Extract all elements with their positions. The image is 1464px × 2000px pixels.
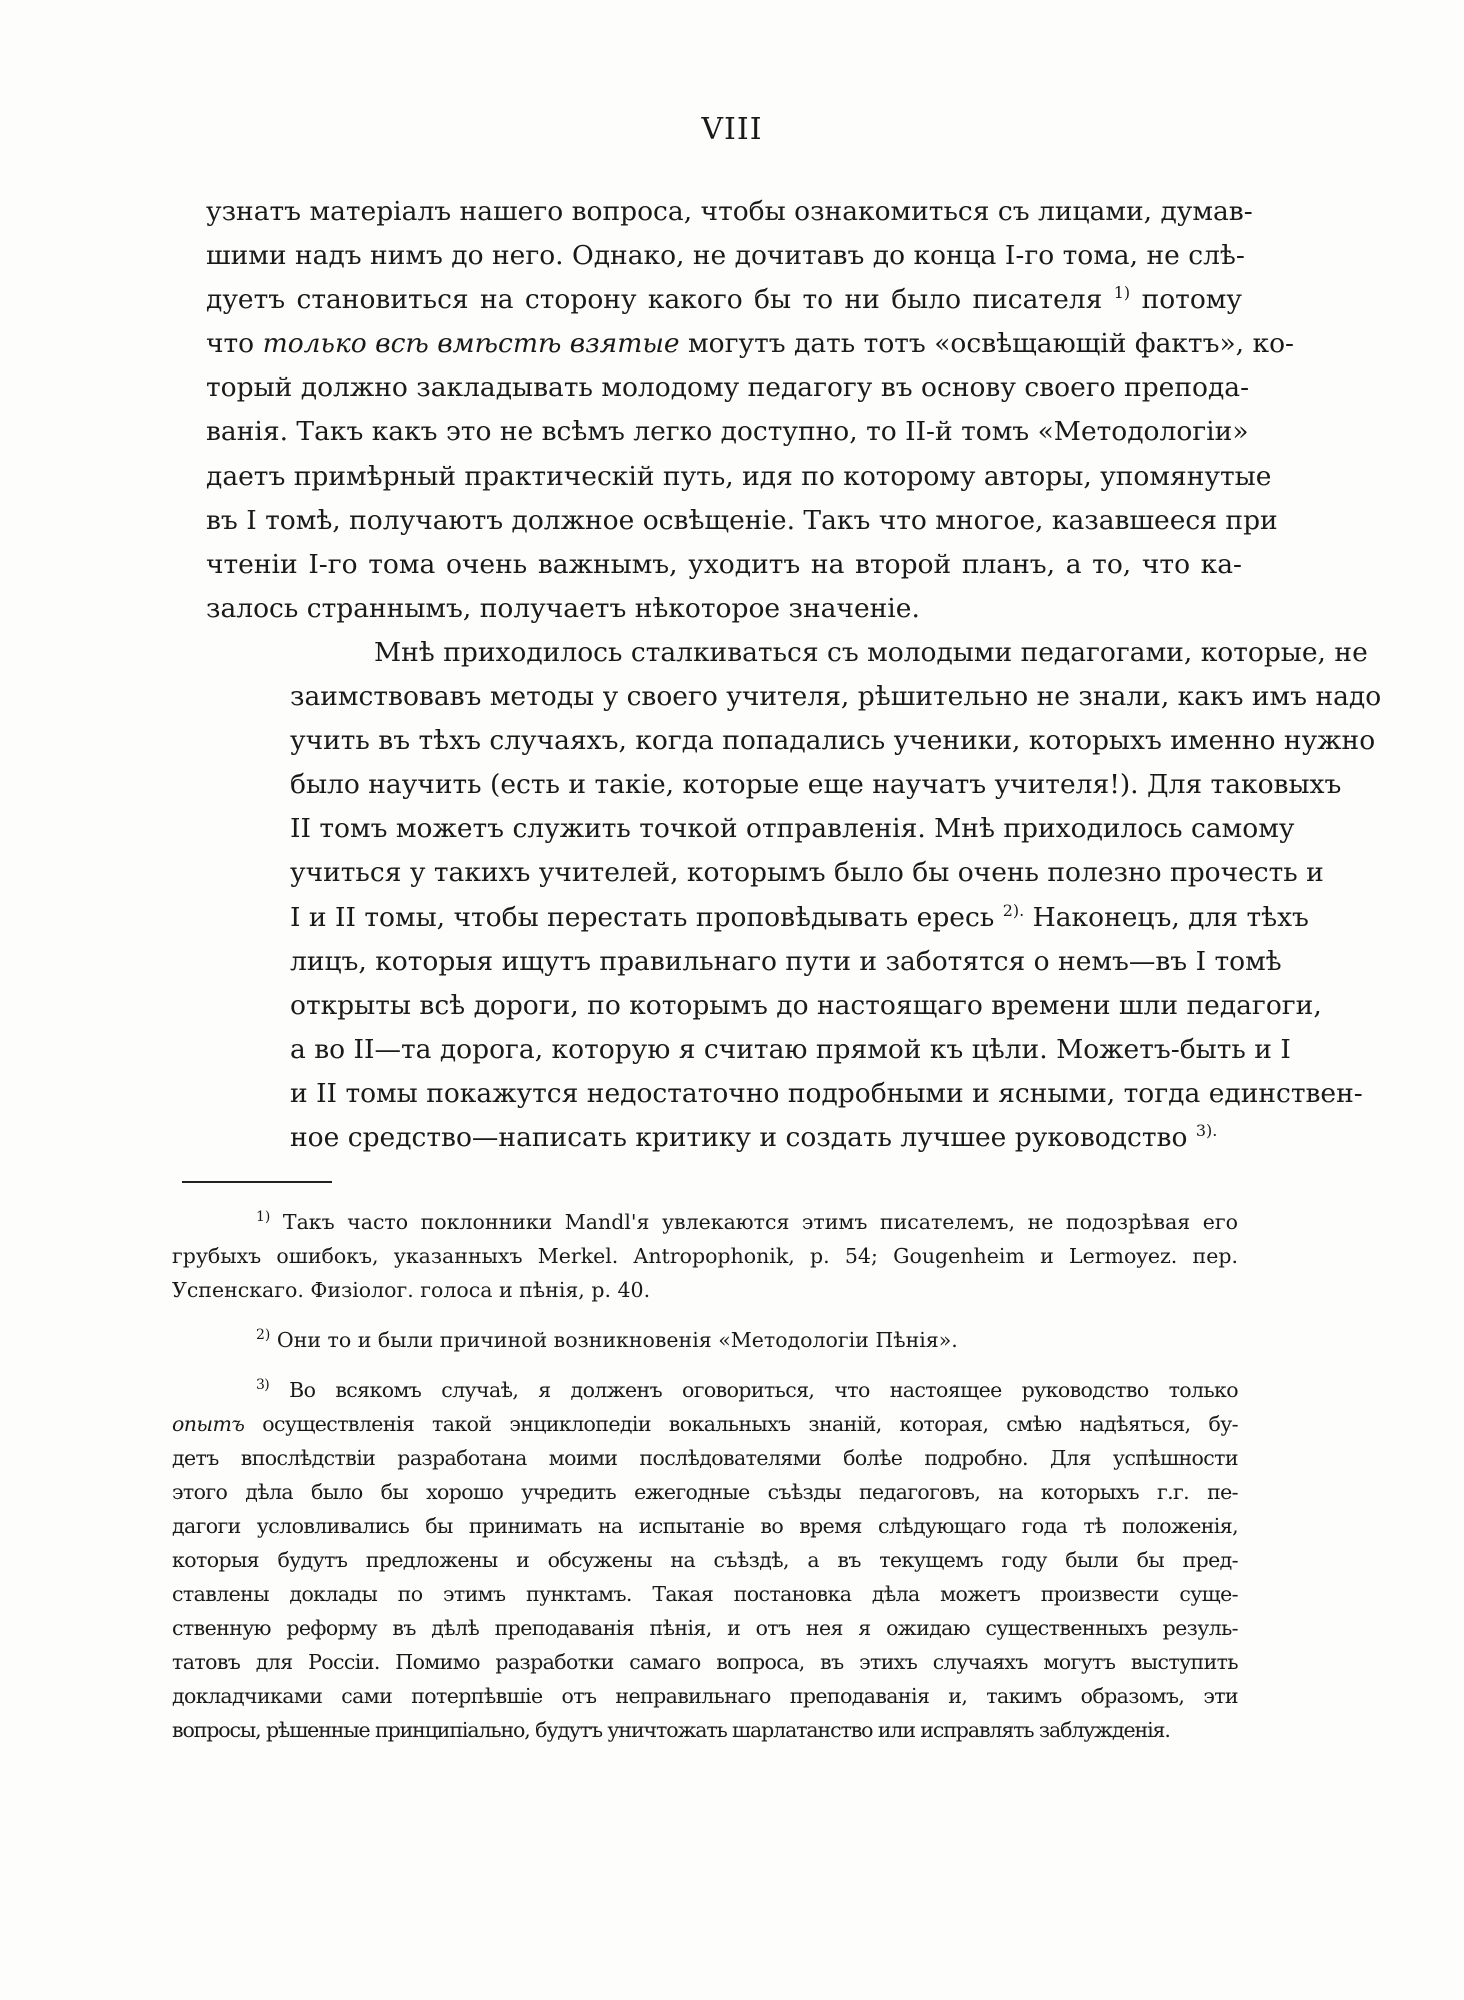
footnote-line [172,1323,1238,1357]
footnote-line: этого дѣла было бы хорошо учредить ежегодные съѣзды педагоговъ, на которыхъ г.г. пе- [172,1480,1238,1504]
text-span: Наконецъ, для тѣхъ [1032,901,1309,933]
text-line [206,1116,1242,1160]
text-span: I и II томы, чтобы перестать проповѣдывать ересь [290,901,995,933]
text-span: Они то и были причиной возникновенія «Методологіи Пѣнія». [276,1328,958,1352]
text-line: торый должно закладывать молодому педагогу въ основу своего препода- [206,372,1250,404]
text-line: а во II—та дорога, которую я считаю прямой къ цѣли. Можетъ-быть и I [290,1033,1291,1065]
text-line: заимствовавъ методы у своего учителя, рѣшительно не знали, какъ имъ надо [290,681,1382,713]
footnote-ref-1[interactable]: 1) [1113,283,1131,303]
footnote-line: ственную реформу въ дѣлѣ преподаванія пѣнія, и отъ нея я ожидаю существенныхъ резуль- [172,1616,1238,1640]
footnote-line: татовъ для Россіи. Помимо разработки самаго вопроса, въ этихъ случаяхъ могутъ выступить [172,1650,1238,1674]
text-line: ванія. Такъ какъ это не всѣмъ легко доступно, то II-й томъ «Методологіи» [206,416,1249,448]
footnote-line [172,1373,1238,1407]
text-line: Мнѣ приходилось сталкиваться съ молодыми педагогами, которые, не [374,636,1368,668]
text-line: залось страннымъ, получаетъ нѣкоторое значеніе. [206,592,920,624]
text-line [206,896,1309,940]
footnote-line: вопросы, рѣшенные принципіально, будутъ уничтожать шарлатанство или исправлять заблужденія. [172,1718,1170,1742]
text-line: было научить (есть и такіе, которые еще научатъ учителя!). Для таковыхъ [290,769,1342,801]
footnote-2 [172,1323,1238,1357]
footnote-line: грубыхъ ошибокъ, указанныхъ Merkel. Antropophonik, p. 54; Gougenheim и Lermoyez. пер. [172,1244,1238,1268]
main-text [206,190,1382,1160]
footnote-line [172,1407,1238,1441]
text-line: узнатъ матеріалъ нашего вопроса, чтобы ознакомиться съ лицами, думав- [206,196,1253,227]
text-line: въ I томѣ, получаютъ должное освѣщеніе. Такъ что многое, казавшееся при [206,504,1278,536]
footnote-line [172,1205,1238,1239]
footnotes [172,1205,1238,1763]
footnote-marker: 1) [256,1209,271,1226]
footnote-ref-3[interactable]: 3). [1195,1121,1218,1141]
footnote-1 [172,1205,1238,1307]
text-span: Такъ часто поклонники Mandl'я увлекаются этимъ писателемъ, не подозрѣвая его [282,1210,1238,1234]
text-span: потому [1141,284,1242,316]
text-span: что [206,328,255,360]
text-line: чтеніи I-го тома очень важнымъ, уходитъ на второй планъ, а то, что ка- [206,548,1242,580]
emphasis-text: опытъ [172,1412,245,1436]
footnote-marker: 3) [256,1377,270,1394]
text-line: учиться у такихъ учителей, которымъ было бы очень полезно прочесть и [290,857,1324,889]
footnote-line: Успенскаго. Физіолог. голоса и пѣнія, p. 40. [172,1278,651,1302]
text-line: II томъ можетъ служить точкой отправленія. Мнѣ приходилось самому [290,813,1295,845]
text-span: ное средство—написать критику и создать лучшее руководство [290,1121,1188,1153]
paragraph-1 [206,190,1294,631]
page-number: VIII [701,112,763,147]
text-line [206,322,1294,366]
text-span: могутъ дать тотъ «освѣщающій фактъ», ко- [688,328,1294,360]
text-line: открыты всѣ дороги, по которымъ до настоящаго времени шли педагоги, [290,989,1322,1021]
footnote-divider [182,1181,332,1183]
text-span: осуществленія такой энциклопедіи вокальныхъ знаній, которая, смѣю надѣяться, бу- [262,1412,1239,1436]
text-line: и II томы покажутся недостаточно подробными и ясными, тогда единствен- [290,1077,1363,1109]
text-line: шими надъ нимъ до него. Однако, не дочитавъ до конца I-го тома, не слѣ- [206,240,1245,272]
text-line: лицъ, которыя ищутъ правильнаго пути и заботятся о немъ—въ I томѣ [290,945,1282,977]
text-span: Во всякомъ случаѣ, я долженъ оговориться, что настоящее руководство только [289,1378,1238,1402]
paragraph-2 [206,631,1382,1160]
footnote-ref-2[interactable]: 2). [1002,900,1025,920]
text-line: учить въ тѣхъ случаяхъ, когда попадались ученики, которыхъ именно нужно [290,725,1376,757]
footnote-line: детъ впослѣдствіи разработана моими послѣдователями болѣе подробно. Для успѣшности [172,1446,1238,1470]
footnote-marker: 2) [256,1327,271,1344]
footnote-line: ставлены доклады по этимъ пунктамъ. Такая постановка дѣла можетъ произвести суще- [172,1582,1238,1606]
text-line [206,278,1242,322]
text-span: дуетъ становиться на сторону какого бы то ни было писателя [206,284,1103,316]
footnote-line: докладчиками сами потерпѣвшіе отъ неправильнаго преподаванія и, такимъ образомъ, эти [172,1684,1238,1708]
footnote-line: которыя будутъ предложены и обсужены на съѣздѣ, а въ текущемъ году были бы пред- [172,1548,1238,1572]
footnote-3 [172,1373,1238,1747]
text-line: даетъ примѣрный практическій путь, идя по которому авторы, упомянутые [206,460,1272,492]
emphasis-text: только всѣ вмѣстѣ взятые [262,328,680,360]
footnote-line: дагоги условливались бы принимать на испытаніе во время слѣдующаго года тѣ положенія, [172,1514,1238,1538]
